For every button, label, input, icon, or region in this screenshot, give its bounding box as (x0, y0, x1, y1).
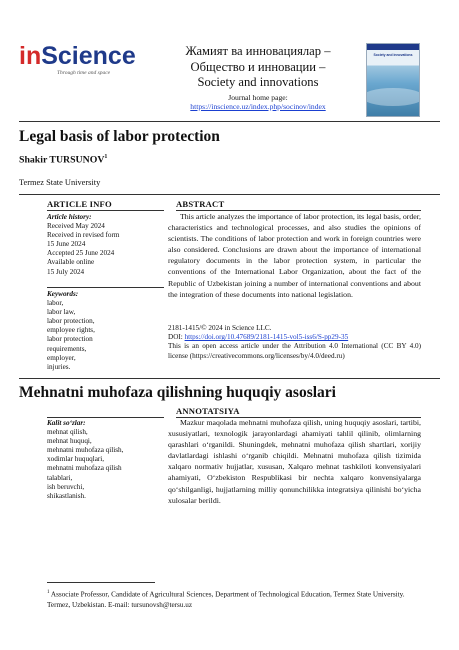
history-online-date: 15 July 2024 (47, 267, 85, 276)
uzbek-keyword-item: mehnatni muhofaza qilish (47, 464, 122, 473)
author-footnote-marker: 1 (104, 154, 108, 160)
logo-science-text: Science (41, 42, 136, 70)
history-revised-label: Received in revised form (47, 231, 120, 240)
uzbek-title: Mehnatni muhofaza qilishning huquqiy asoslari (19, 384, 336, 401)
license-line: This is an open access article under the Attribution 4.0 International (CC BY 4.0) license (https://creativecommons.org/licenses/by/4.0/deed.ru) (168, 342, 421, 360)
annotation-heading: ANNOTATSIYA (176, 406, 240, 416)
journal-homepage-link[interactable]: https://inscience.uz/index.php/socinov/index (190, 102, 326, 111)
keyword-item: labor, (47, 299, 64, 308)
footnote-text: Associate Professor, Candidate of Agricultural Sciences, Department of Technological Education, Termez State University. Termez, Uzbekistan. E-mail: tursunovsh@tersu.uz (47, 590, 405, 609)
history-accepted: Accepted 25 June 2024 (47, 249, 115, 258)
logo-in-text: in (19, 42, 42, 70)
issn-line: 2181-1415/© 2024 in Science LLC. (168, 324, 272, 332)
doi-line: DOI: https://doi.org/10.47689/2181-1415-vol5-iss6/S-pp29-35 (168, 333, 349, 342)
uzbek-keyword-item: mehnat qilish, (47, 428, 88, 437)
history-online-label: Available online (47, 258, 95, 267)
article-history-label: Article history: (47, 213, 92, 221)
keyword-item: requirements, (47, 344, 87, 353)
doi-link[interactable]: https://doi.org/10.47689/2181-1415-vol5-iss6/S-pp29-35 (184, 333, 349, 342)
uzbek-keyword-item: ish beruvchi, (47, 482, 85, 491)
uzbek-keyword-item: shikastlanish. (47, 491, 86, 500)
author-affiliation: Termez State University (19, 178, 101, 187)
keyword-item: employee rights, (47, 326, 95, 335)
journal-header (158, 44, 358, 112)
article-info-rule (47, 210, 164, 211)
history-received: Received May 2024 (47, 222, 105, 231)
uzbek-keyword-item: talablari, (47, 473, 73, 482)
abstract-text: This article analyzes the importance of labor protection, its legal basis, order, characteristics and technological processes, and also studies the opinions of scientists. The conditions of labor protection and work in foreign countries were also considered. Conclusions are drawn about the importance of international regulatory documents in the labor protection system, in particular the conventions of the International Labor Organization, about the fact of the Republic of Uzbekistan joining a number of international conventions and about the integration of these documents into national legislation. (168, 212, 421, 299)
uzbek-keywords-block (47, 419, 164, 501)
abstract-meta (168, 324, 421, 361)
footnote-rule (47, 582, 155, 583)
keyword-item: labor protection, (47, 317, 95, 326)
journal-homepage-label: Journal home page: (228, 92, 288, 102)
header-divider (19, 121, 440, 122)
footnote-marker: 1 (47, 590, 50, 595)
article-title: Legal basis of labor protection (19, 128, 220, 145)
uzbek-keyword-item: mehnat huquqi, (47, 437, 92, 446)
keyword-item: employer, (47, 353, 76, 362)
uzbek-keyword-item: mehnatni muhofaza qilish, (47, 446, 124, 455)
journal-cover-image (366, 43, 420, 117)
keyword-item: labor protection (47, 335, 93, 344)
footnote (47, 588, 419, 610)
history-revised-date: 15 June 2024 (47, 240, 86, 249)
keyword-item: injuries. (47, 362, 71, 371)
divider-mid (19, 378, 440, 379)
article-info-heading: ARTICLE INFO (47, 199, 112, 209)
logo-tagline: Through time and space (57, 70, 111, 76)
cover-title: Society and innovations (373, 53, 413, 57)
keywords-block (47, 290, 164, 372)
divider-top (19, 194, 440, 195)
abstract-heading: ABSTRACT (176, 199, 225, 209)
annotation-text: Mazkur maqolada mehnatni muhofaza qilish, uning huquqiy asoslari, tartibi, xususiyatlari, texnologik jarayonlardagi ahamiyati tahlil qilinib, olimlarning qarashlari o‘rganildi. Shuningdek, mehnatni muhofaza qilish shartlari, xorijiy davlatlardagi ishlashi o‘rganib chiqildi. Mehnatni muhofaza qilish tizimida xalqaro normativ hujjatlar, xususan, Xalqaro mehnat tashkiloti konvensiyalari ahamiyati, O‘zbekiston Respublikasi bir nechta xalqaro konvensiyalarga qo‘shilganligi, hujjatlarning milliy qonunchilikka integratsiya qilinishi bo‘yicha xulosalar berildi. (168, 418, 421, 505)
uzbek-keywords-label: Kalit so‘zlar: (47, 419, 86, 427)
journal-logo (19, 42, 154, 82)
uzbek-keyword-item: xodimlar huquqlari, (47, 455, 105, 464)
journal-title-line-2: Общество и инновации – (190, 59, 326, 74)
journal-title-line-1: Жамият ва инновациялар – (185, 44, 331, 58)
author-name: Shakir TURSUNOV$^1$ (19, 154, 108, 166)
keyword-item: labor law, (47, 308, 76, 317)
journal-title-line-3: Society and innovations (197, 75, 319, 89)
article-history (47, 213, 164, 277)
keywords-rule (47, 287, 164, 288)
keywords-label: Keywords: (47, 290, 79, 298)
uzbek-keywords-rule (47, 417, 164, 418)
